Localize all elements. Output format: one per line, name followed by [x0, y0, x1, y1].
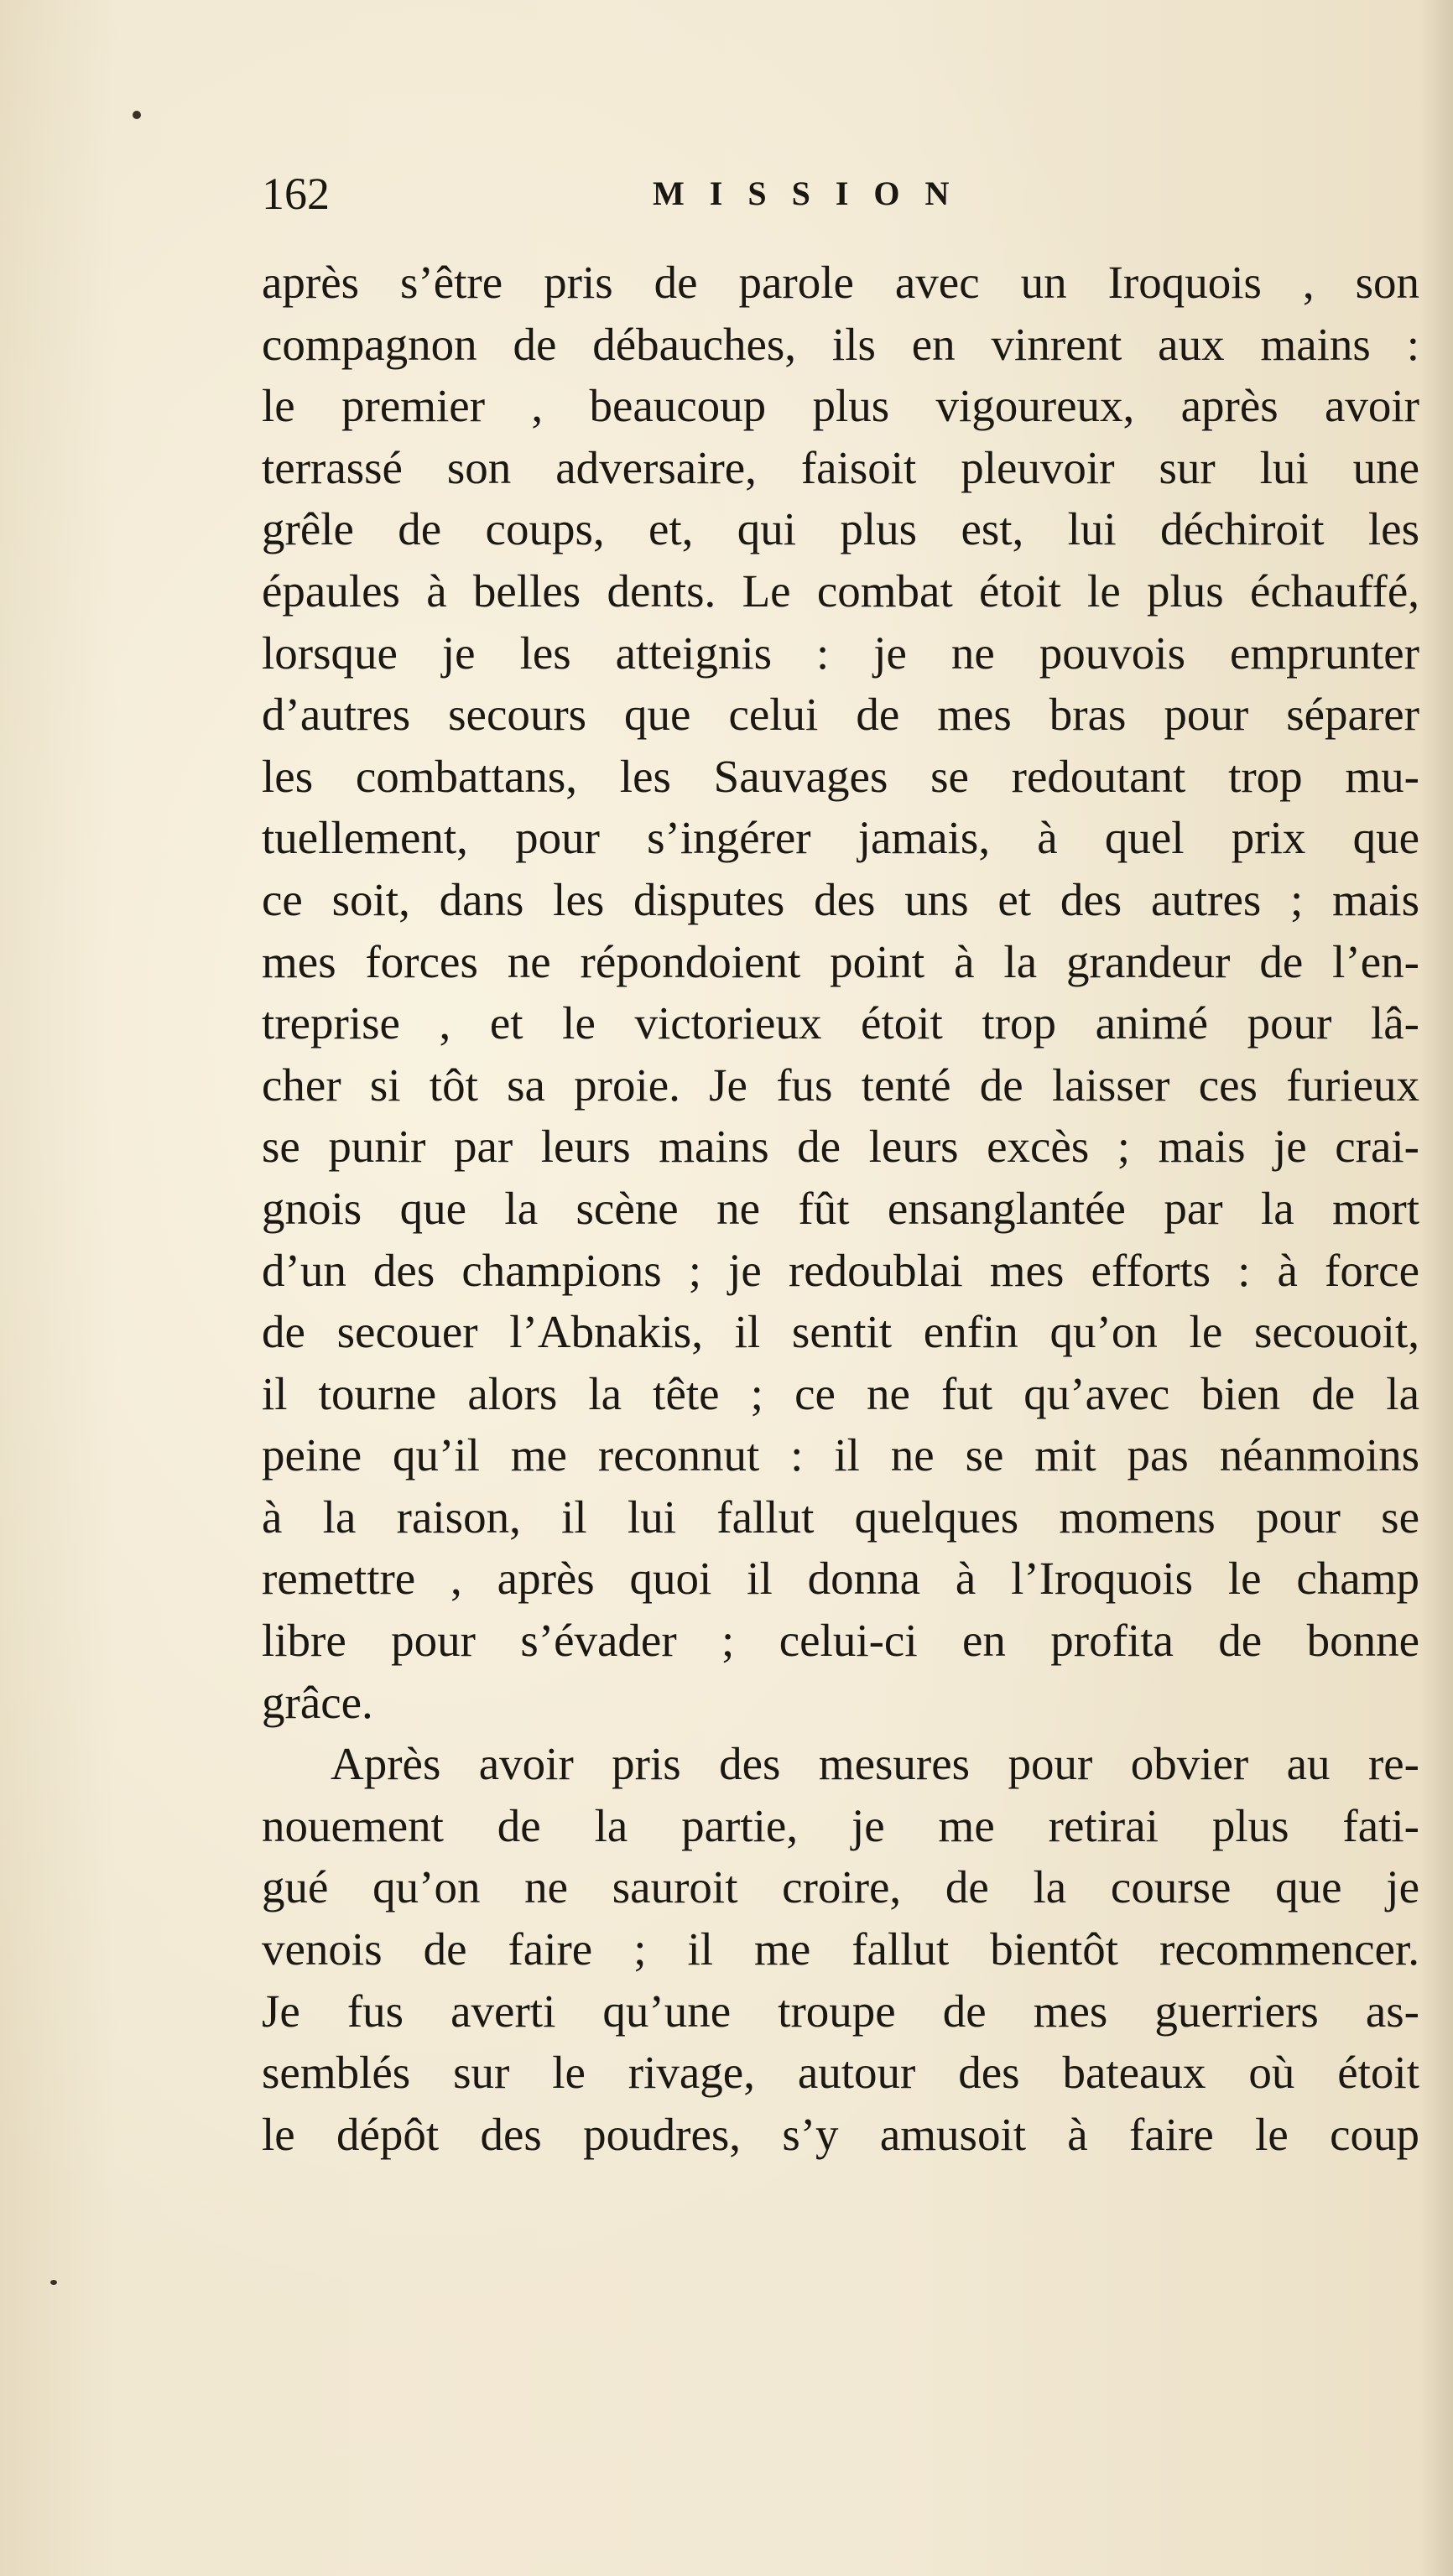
body-text [262, 252, 1419, 2165]
page-number: 162 [262, 169, 330, 219]
text-line-paragraph-start: Après avoir pris des mesures pour obvier au re- [331, 1738, 1419, 1790]
ink-spot [133, 111, 141, 119]
text-line: ce soit, dans les disputes des uns et des autres ; mais [262, 873, 1419, 925]
text-line: compagnon de débauches, ils en vinrent aux mains : [262, 318, 1419, 370]
ink-spot [50, 2280, 57, 2285]
text-line: gnois que la scène ne fût ensanglantée par la mort [262, 1182, 1419, 1234]
text-line: après s’être pris de parole avec un Iroquois , son [262, 257, 1419, 308]
text-line: de secouer l’Abnakis, il sentit enfin qu’on le secouoit, [262, 1306, 1419, 1358]
running-head [262, 164, 1419, 223]
text-line: remettre , après quoi il donna à l’Iroquois le champ [262, 1553, 1419, 1605]
text-line: cher si tôt sa proie. Je fus tenté de laisser ces furieux [262, 1059, 1419, 1111]
text-line: mes forces ne répondoient point à la grandeur de l’en- [262, 935, 1419, 987]
text-line: Je fus averti qu’une troupe de mes guerriers as- [262, 1985, 1419, 2037]
text-line: d’un des champions ; je redoublai mes efforts : à force [262, 1244, 1419, 1296]
text-line: lorsque je les atteignis : je ne pouvois emprunter [262, 627, 1419, 679]
running-title: MISSION [653, 174, 975, 212]
text-line: le dépôt des poudres, s’y amusoit à faire le coup [262, 2108, 1419, 2160]
text-line: épaules à belles dents. Le combat étoit le plus échauffé, [262, 565, 1419, 617]
text-line: se punir par leurs mains de leurs excès ; mais je crai- [262, 1121, 1419, 1173]
text-line: gué qu’on ne sauroit croire, de la course que je [262, 1861, 1419, 1913]
page-gutter-shadow [1419, 0, 1453, 2576]
text-line: terrassé son adversaire, faisoit pleuvoir sur lui une [262, 441, 1419, 493]
text-line: d’autres secours que celui de mes bras pour séparer [262, 689, 1419, 741]
text-line: à la raison, il lui fallut quelques momens pour se [262, 1491, 1419, 1543]
text-line-paragraph-end: grâce. [262, 1676, 373, 1728]
text-line: les combattans, les Sauvages se redoutant trop mu- [262, 750, 1419, 802]
text-line: il tourne alors la tête ; ce ne fut qu’avec bien de la [262, 1367, 1419, 1419]
text-line: peine qu’il me reconnut : il ne se mit pas néanmoins [262, 1429, 1419, 1481]
text-line: semblés sur le rivage, autour des bateaux où étoit [262, 2047, 1419, 2099]
text-line: nouement de la partie, je me retirai plus fati- [262, 1799, 1419, 1851]
text-line: tuellement, pour s’ingérer jamais, à quel prix que [262, 812, 1419, 864]
text-line: treprise , et le victorieux étoit trop animé pour lâ- [262, 997, 1419, 1049]
text-line: venois de faire ; il me fallut bientôt recommencer. [262, 1923, 1419, 1975]
text-line: le premier , beaucoup plus vigoureux, après avoir [262, 380, 1419, 432]
text-line: grêle de coups, et, qui plus est, lui déchiroit les [262, 503, 1419, 555]
text-line: libre pour s’évader ; celui-ci en profita de bonne [262, 1615, 1419, 1667]
